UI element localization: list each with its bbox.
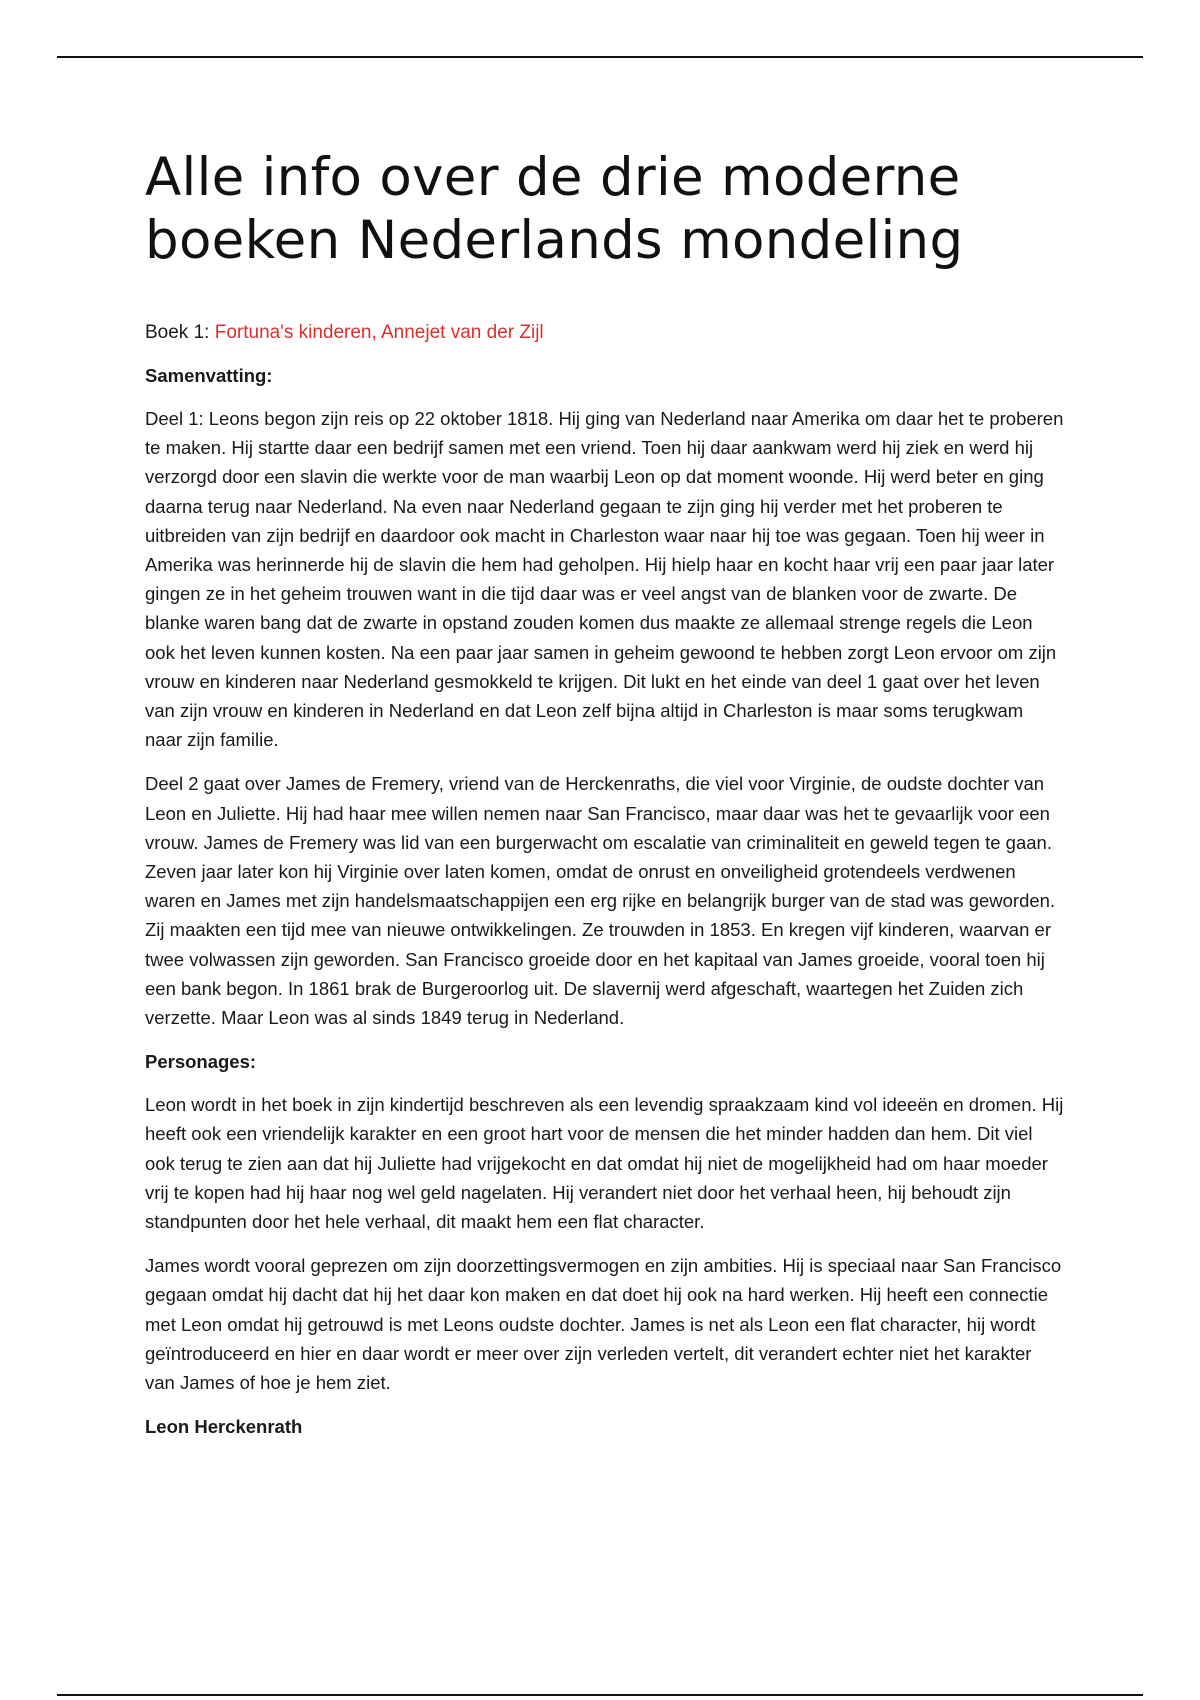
summary-paragraph-part-2: Deel 2 gaat over James de Fremery, vriend van de Herckenraths, die viel voor Virginie, de oudste dochter van Leon en Juliette. Hij had haar mee willen nemen naar San Francisco, maar daar was het te gevaarlijk voor een vrouw. James de Fremery was lid van een burgerwacht om escalatie van criminaliteit en geweld tegen te gaan. Zeven jaar later kon hij Virginie over laten komen, omdat de onrust en onveiligheid grotendeels verdwenen waren en James met zijn handelsmaatschappijen een erg rijke en belangrijk burger van de stad was geworden. Zij maakten een tijd mee van nieuwe ontwikkelingen. Ze trouwden in 1853. En kregen vijf kinderen, waarvan er twee volwassen zijn geworden. San Francisco groeide door en het kapitaal van James groeide, vooral toen hij een bank begon. In 1861 brak de Burgeroorlog uit. De slavernij werd afgeschaft, waartegen het Zuiden zich verzette. Maar Leon was al sinds 1849 terug in Nederland. (145, 773, 1056, 1029)
sub-heading-leon-herckenrath: Leon Herckenrath (145, 1416, 303, 1438)
top-rule (57, 56, 1143, 58)
book-prefix: Boek 1: (145, 322, 215, 343)
summary-paragraph-part-1: Deel 1: Leons begon zijn reis op 22 oktober 1818. Hij ging van Nederland naar Amerika om daar het te proberen te maken. Hij startte daar een bedrijf samen met een vriend. Toen hij daar aankwam werd hij ziek en werd hij verzorgd door een slavin die werkte voor de man waarbij Leon op dat moment woonde. Hij werd beter en ging daarna terug naar Nederland. Na even naar Nederland gegaan te zijn ging hij verder met het proberen te uitbreiden van zijn bedrijf en daardoor ook macht in Charleston waar naar hij toe was gegaan. Toen hij weer in Amerika was herinnerde hij de slavin die hem had geholpen. Hij hielp haar en kocht haar vrij een paar jaar later gingen ze in het geheim trouwen want in die tijd daar was er veel angst van de blanken voor de zwarte. De blanke waren bang dat de zwarte in opstand zouden komen dus maakte ze allemaal strenge regels die Leon ook het leven kunnen kosten. Na een paar jaar samen in geheim gewoond te hebben zorgt Leon ervoor om zijn vrouw en kinderen naar Nederland gesmokkeld te krijgen. Dit lukt en het einde van deel 1 gaat over het leven van zijn vrouw en kinderen in Nederland en dat Leon zelf bijna altijd in Charleston is maar soms terugkwam naar zijn familie. (145, 408, 1064, 751)
character-paragraph-leon: Leon wordt in het boek in zijn kindertijd beschreven als een levendig spraakzaam kind vol ideeën en dromen. Hij heeft ook een vriendelijk karakter en een groot hart voor de mensen die het minder hadden dan hem. Dit viel ook terug te zien aan dat hij Juliette had vrijgekocht en dat omdat hij niet de mogelijkheid had om haar moeder vrij te kopen had hij haar nog wel geld nagelaten. Hij verandert niet door het verhaal heen, hij behoudt zijn standpunten door het hele verhaal, dit maakt hem een flat character. (145, 1094, 1064, 1233)
character-paragraph-james: James wordt vooral geprezen om zijn doorzettingsvermogen en zijn ambities. Hij is speciaal naar San Francisco gegaan omdat hij dacht dat hij het daar kon maken en dat doet hij ook na hard werken. Hij heeft een connectie met Leon omdat hij getrouwd is met Leons oudste dochter. James is net als Leon een flat character, hij wordt geïntroduceerd en hier en daar wordt er meer over zijn verleden vertelt, dit verandert echter niet het karakter van James of hoe je hem ziet. (145, 1255, 1062, 1394)
bottom-rule (57, 1694, 1143, 1696)
document-body (145, 146, 1065, 1455)
book-title: Fortuna's kinderen, Annejet van der Zijl (214, 322, 544, 343)
book-line (145, 318, 1065, 347)
document-title: Alle info over de drie moderne boeken Nederlands mondeling (145, 147, 964, 271)
characters-heading: Personages: (145, 1051, 257, 1073)
summary-heading: Samenvatting: (145, 365, 273, 386)
